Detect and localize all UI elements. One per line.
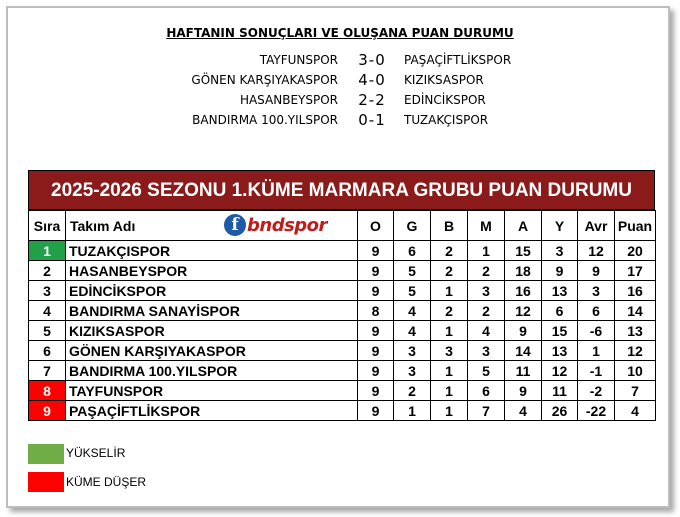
match-home-team: BANDIRMA 100.YILSPOR [192, 113, 338, 127]
cell-puan: 17 [615, 261, 656, 281]
cell-o: 9 [358, 321, 394, 341]
cell-team: HASANBEYSPOR [66, 261, 358, 281]
cell-a: 9 [505, 321, 542, 341]
cell-g: 6 [394, 241, 431, 261]
table-row [29, 301, 656, 321]
cell-puan: 14 [615, 301, 656, 321]
cell-b: 1 [431, 321, 468, 341]
match-row [0, 71, 680, 91]
cell-y: 26 [542, 401, 578, 421]
cell-y: 15 [542, 321, 578, 341]
cell-avr: 3 [578, 281, 615, 301]
match-home-team: GÖNEN KARŞIYAKASPOR [191, 73, 338, 87]
match-home-team: HASANBEYSPOR [239, 93, 338, 107]
match-row [0, 111, 680, 131]
cell-b: 2 [431, 301, 468, 321]
cell-m: 3 [468, 281, 505, 301]
cell-puan: 7 [615, 381, 656, 401]
cell-team: TAYFUNSPOR [66, 381, 358, 401]
header-y: Y [542, 211, 578, 241]
results-title: HAFTANIN SONUÇLARI VE OLUŞANA PUAN DURUMU [166, 26, 514, 40]
legend-relegated-label: KÜME DÜŞER [66, 475, 147, 489]
cell-a: 4 [505, 401, 542, 421]
cell-rank: 2 [29, 261, 66, 281]
cell-a: 18 [505, 261, 542, 281]
standings-table-container [28, 170, 655, 421]
header-o: O [358, 211, 394, 241]
cell-avr: -2 [578, 381, 615, 401]
cell-rank: 9 [29, 401, 66, 421]
match-row [0, 91, 680, 111]
cell-b: 1 [431, 401, 468, 421]
header-team [66, 211, 358, 241]
table-row [29, 381, 656, 401]
table-row [29, 321, 656, 341]
cell-avr: 12 [578, 241, 615, 261]
cell-avr: -22 [578, 401, 615, 421]
cell-a: 12 [505, 301, 542, 321]
legend-promoted-swatch [28, 444, 64, 464]
cell-team: TUZAKÇISPOR [66, 241, 358, 261]
cell-o: 9 [358, 281, 394, 301]
cell-team: PAŞAÇİFTLİKSPOR [66, 401, 358, 421]
cell-y: 13 [542, 341, 578, 361]
cell-g: 4 [394, 321, 431, 341]
cell-m: 5 [468, 361, 505, 381]
cell-a: 15 [505, 241, 542, 261]
cell-puan: 12 [615, 341, 656, 361]
bndspor-logo [224, 214, 327, 236]
cell-puan: 13 [615, 321, 656, 341]
header-a: A [505, 211, 542, 241]
cell-rank: 4 [29, 301, 66, 321]
header-rank: Sıra [29, 211, 66, 241]
header-team-label: Takım Adı [70, 217, 136, 234]
cell-o: 9 [358, 341, 394, 361]
cell-g: 2 [394, 381, 431, 401]
cell-a: 11 [505, 361, 542, 381]
cell-a: 16 [505, 281, 542, 301]
cell-g: 5 [394, 281, 431, 301]
match-row [0, 51, 680, 71]
facebook-f-icon: f [224, 214, 246, 236]
cell-puan: 20 [615, 241, 656, 261]
table-row [29, 241, 656, 261]
standings-table [28, 210, 656, 421]
standings-title: 2025-2026 SEZONU 1.KÜME MARMARA GRUBU PUAN DURUMU [28, 170, 655, 210]
header-b: B [431, 211, 468, 241]
cell-m: 6 [468, 381, 505, 401]
cell-y: 9 [542, 261, 578, 281]
cell-o: 9 [358, 381, 394, 401]
cell-rank: 3 [29, 281, 66, 301]
match-away-team: EDİNCİKSPOR [404, 93, 486, 107]
table-row [29, 361, 656, 381]
logo-text: bndspor [247, 214, 327, 236]
cell-team: BANDIRMA 100.YILSPOR [66, 361, 358, 381]
cell-team: EDİNCİKSPOR [66, 281, 358, 301]
cell-o: 8 [358, 301, 394, 321]
cell-puan: 4 [615, 401, 656, 421]
cell-b: 2 [431, 241, 468, 261]
header-g: G [394, 211, 431, 241]
cell-rank: 5 [29, 321, 66, 341]
cell-avr: 9 [578, 261, 615, 281]
cell-rank: 8 [29, 381, 66, 401]
cell-b: 3 [431, 341, 468, 361]
cell-g: 3 [394, 361, 431, 381]
cell-puan: 10 [615, 361, 656, 381]
match-away-team: KIZIKSASPOR [404, 73, 484, 87]
cell-rank: 1 [29, 241, 66, 261]
cell-y: 13 [542, 281, 578, 301]
cell-m: 2 [468, 301, 505, 321]
table-row [29, 281, 656, 301]
table-row [29, 261, 656, 281]
cell-y: 11 [542, 381, 578, 401]
cell-o: 9 [358, 361, 394, 381]
match-score: 2-2 [358, 91, 386, 109]
cell-o: 9 [358, 261, 394, 281]
legend-relegated-swatch [28, 472, 64, 492]
table-row [29, 341, 656, 361]
cell-avr: 6 [578, 301, 615, 321]
match-score: 3-0 [358, 51, 386, 69]
header-m: M [468, 211, 505, 241]
cell-y: 3 [542, 241, 578, 261]
cell-g: 4 [394, 301, 431, 321]
cell-o: 9 [358, 401, 394, 421]
cell-b: 2 [431, 261, 468, 281]
cell-m: 4 [468, 321, 505, 341]
cell-team: BANDIRMA SANAYİSPOR [66, 301, 358, 321]
table-header-row [29, 211, 656, 241]
match-score: 0-1 [358, 111, 386, 129]
cell-avr: -6 [578, 321, 615, 341]
table-row [29, 401, 656, 421]
match-home-team: TAYFUNSPOR [259, 53, 338, 67]
cell-g: 3 [394, 341, 431, 361]
cell-rank: 7 [29, 361, 66, 381]
cell-b: 1 [431, 381, 468, 401]
cell-rank: 6 [29, 341, 66, 361]
cell-team: GÖNEN KARŞIYAKASPOR [66, 341, 358, 361]
match-score: 4-0 [358, 71, 386, 89]
cell-puan: 16 [615, 281, 656, 301]
cell-b: 1 [431, 281, 468, 301]
cell-m: 2 [468, 261, 505, 281]
cell-avr: -1 [578, 361, 615, 381]
legend-promoted-label: YÜKSELİR [66, 446, 126, 460]
cell-g: 5 [394, 261, 431, 281]
cell-avr: 1 [578, 341, 615, 361]
match-away-team: PAŞAÇİFTLİKSPOR [404, 53, 512, 67]
cell-m: 7 [468, 401, 505, 421]
cell-a: 9 [505, 381, 542, 401]
match-away-team: TUZAKÇISPOR [404, 113, 489, 127]
cell-o: 9 [358, 241, 394, 261]
cell-g: 1 [394, 401, 431, 421]
header-avr: Avr [578, 211, 615, 241]
cell-team: KIZIKSASPOR [66, 321, 358, 341]
cell-a: 14 [505, 341, 542, 361]
cell-y: 12 [542, 361, 578, 381]
cell-m: 1 [468, 241, 505, 261]
header-puan: Puan [615, 211, 656, 241]
cell-b: 1 [431, 361, 468, 381]
cell-m: 3 [468, 341, 505, 361]
cell-y: 6 [542, 301, 578, 321]
